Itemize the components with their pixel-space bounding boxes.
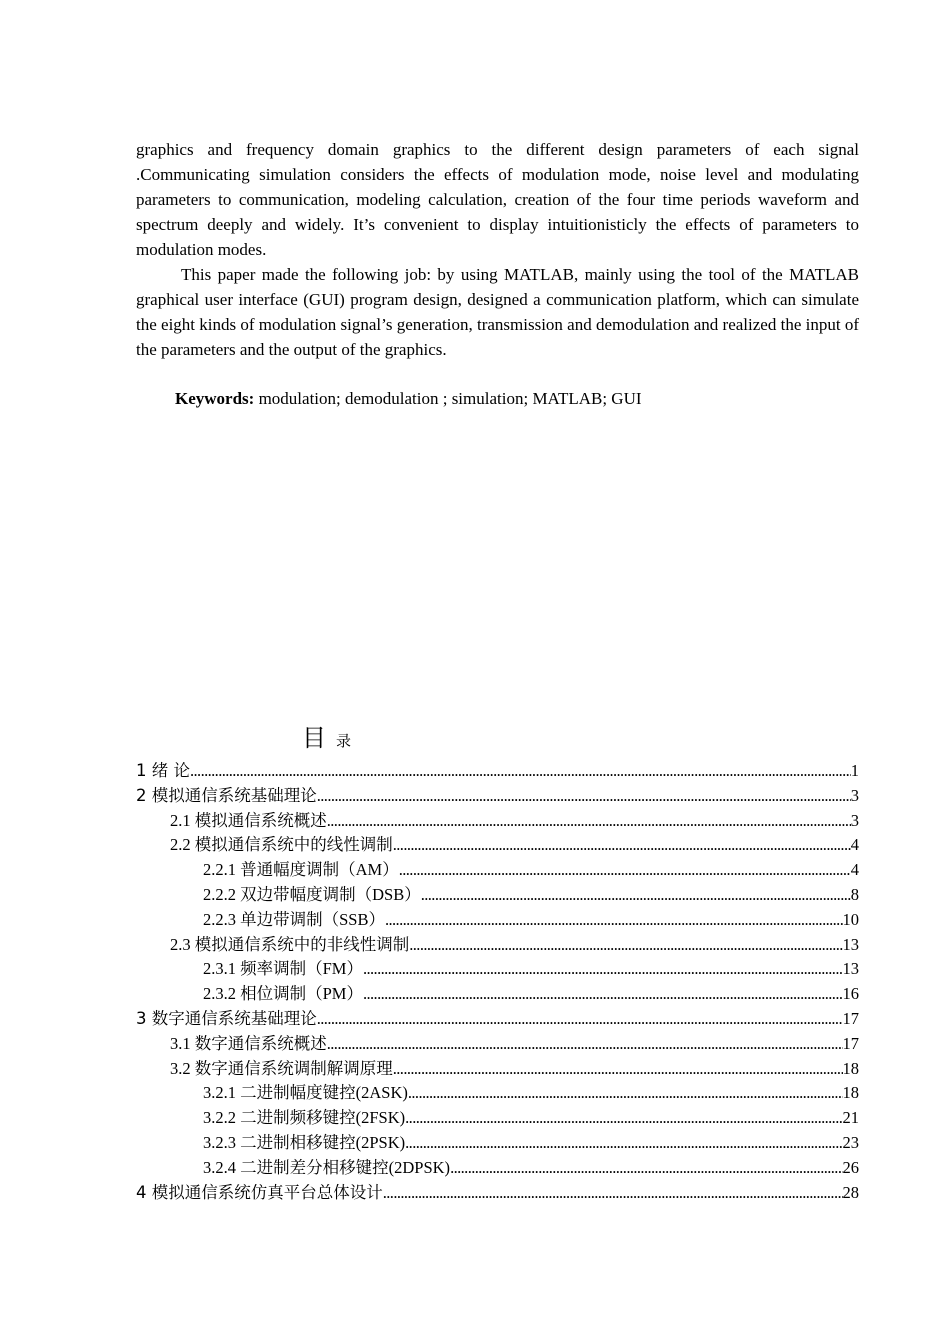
toc-entry-label: 2.2 模拟通信系统中的线性调制 [170,835,393,855]
keywords-text: modulation; demodulation ; simulation; MATLAB; GUI [254,389,642,408]
toc-entry-label: 1 绪 论 [136,761,190,780]
toc-entry[interactable] [136,1057,859,1082]
toc-entry[interactable] [136,1106,859,1131]
toc-leader-dots [405,1131,842,1156]
toc-entry-label: 3 数字通信系统基础理论 [136,1008,317,1028]
toc-entry-page: 8 [850,884,859,904]
toc-leader-dots [327,809,851,834]
toc-entry-page: 18 [842,1083,859,1103]
toc-entry-label: 3.2.3 二进制相移键控(2PSK) [203,1132,406,1152]
toc-leader-dots [385,908,843,933]
toc-entry-label: 2.2.3 单边带调制（SSB） [203,909,385,929]
toc-entry-page: 28 [842,1182,859,1202]
keywords-label: Keywords: [175,389,255,408]
toc-entry-page: 21 [842,1108,859,1128]
toc-leader-dots [393,833,851,858]
toc-entry[interactable] [136,833,859,858]
toc-entry-page: 13 [842,959,859,979]
toc-entry[interactable] [136,1156,859,1181]
toc-entry-label: 2.3.2 相位调制（PM） [203,984,363,1004]
toc-entry-label: 2.2.1 普通幅度调制（AM） [203,860,399,880]
toc-leader-dots [450,1156,842,1181]
toc-title [302,718,351,753]
toc-title-main: 目 [302,724,326,752]
toc-entry-page: 10 [842,909,859,929]
toc-leader-dots [393,1057,843,1082]
toc-entry[interactable] [136,883,859,908]
toc-entry-page: 26 [842,1157,859,1177]
toc-entry-page: 3 [850,810,859,830]
toc-entry-page: 23 [842,1132,859,1152]
toc-entry-page: 17 [842,1008,859,1028]
abstract-paragraph-1: graphics and frequency domain graphics to the different design parameters of each signal .Communicating simulation considers the effects of modulation mode, noise level and modulating parameters to communication, modeling calculation, creation of the four time periods waveform and spectrum deeply and widely. It’s convenient to display intuitionisticly the effects of parameters to modulation modes. [136,140,859,259]
toc-leader-dots [409,933,842,958]
toc-entry-page: 1 [850,761,859,780]
toc-entry-label: 4 模拟通信系统仿真平台总体设计 [136,1182,383,1202]
toc-entry-page: 13 [842,934,859,954]
toc-leader-dots [363,982,843,1007]
toc-entry-label: 2.3 模拟通信系统中的非线性调制 [170,934,410,954]
toc-leader-dots [317,1007,843,1032]
toc-entry[interactable] [136,1181,859,1206]
toc-entry-label: 3.1 数字通信系统概述 [170,1033,327,1053]
toc-title-sub: 录 [336,732,352,750]
toc-entry[interactable] [136,1032,859,1057]
toc-entry-label: 2.2.2 双边带幅度调制（DSB） [203,884,421,904]
abstract-section [136,137,859,362]
toc-leader-dots [363,957,843,982]
toc-entry[interactable] [136,933,859,958]
toc-leader-dots [399,858,851,883]
toc-entry-page: 4 [850,835,859,855]
toc-entry-page: 17 [842,1033,859,1053]
toc-entry-label: 3.2.1 二进制幅度键控(2ASK) [203,1083,408,1103]
toc-leader-dots [327,1032,843,1057]
toc-entry-page: 4 [850,860,859,880]
toc-entry-label: 3.2.2 二进制频移键控(2FSK) [203,1108,406,1128]
toc-entry-label: 2 模拟通信系统基础理论 [136,785,317,805]
toc-entry[interactable] [136,809,859,834]
table-of-contents [136,759,859,1205]
keywords-line [175,386,642,411]
toc-entry[interactable] [136,1131,859,1156]
toc-leader-dots [421,883,851,908]
toc-leader-dots [408,1081,843,1106]
toc-entry-label: 3.2 数字通信系统调制解调原理 [170,1058,393,1078]
toc-entry[interactable] [136,1081,859,1106]
toc-entry-label: 3.2.4 二进制差分相移键控(2DPSK) [203,1157,451,1177]
toc-entry[interactable] [136,1007,859,1032]
toc-entry[interactable] [136,784,859,809]
toc-entry[interactable] [136,858,859,883]
toc-entry-page: 16 [842,984,859,1004]
toc-entry-label: 2.1 模拟通信系统概述 [170,810,327,830]
toc-entry[interactable] [136,957,859,982]
toc-entry[interactable] [136,759,859,784]
toc-entry-page: 3 [850,785,859,805]
toc-leader-dots [317,784,851,809]
toc-leader-dots [190,759,851,784]
toc-entry-page: 18 [842,1058,859,1078]
abstract-paragraph-2: This paper made the following job: by using MATLAB, mainly using the tool of the MATLAB graphical user interface (GUI) program design, designed a communication platform, which can simulate the eight kinds of modulation signal’s generation, transmission and demodulation and realized the input of the parameters and the output of the graphics. [136,265,859,359]
toc-entry-label: 2.3.1 频率调制（FM） [203,959,363,979]
toc-entry[interactable] [136,982,859,1007]
toc-leader-dots [405,1106,842,1131]
toc-entry[interactable] [136,908,859,933]
toc-leader-dots [383,1181,843,1206]
